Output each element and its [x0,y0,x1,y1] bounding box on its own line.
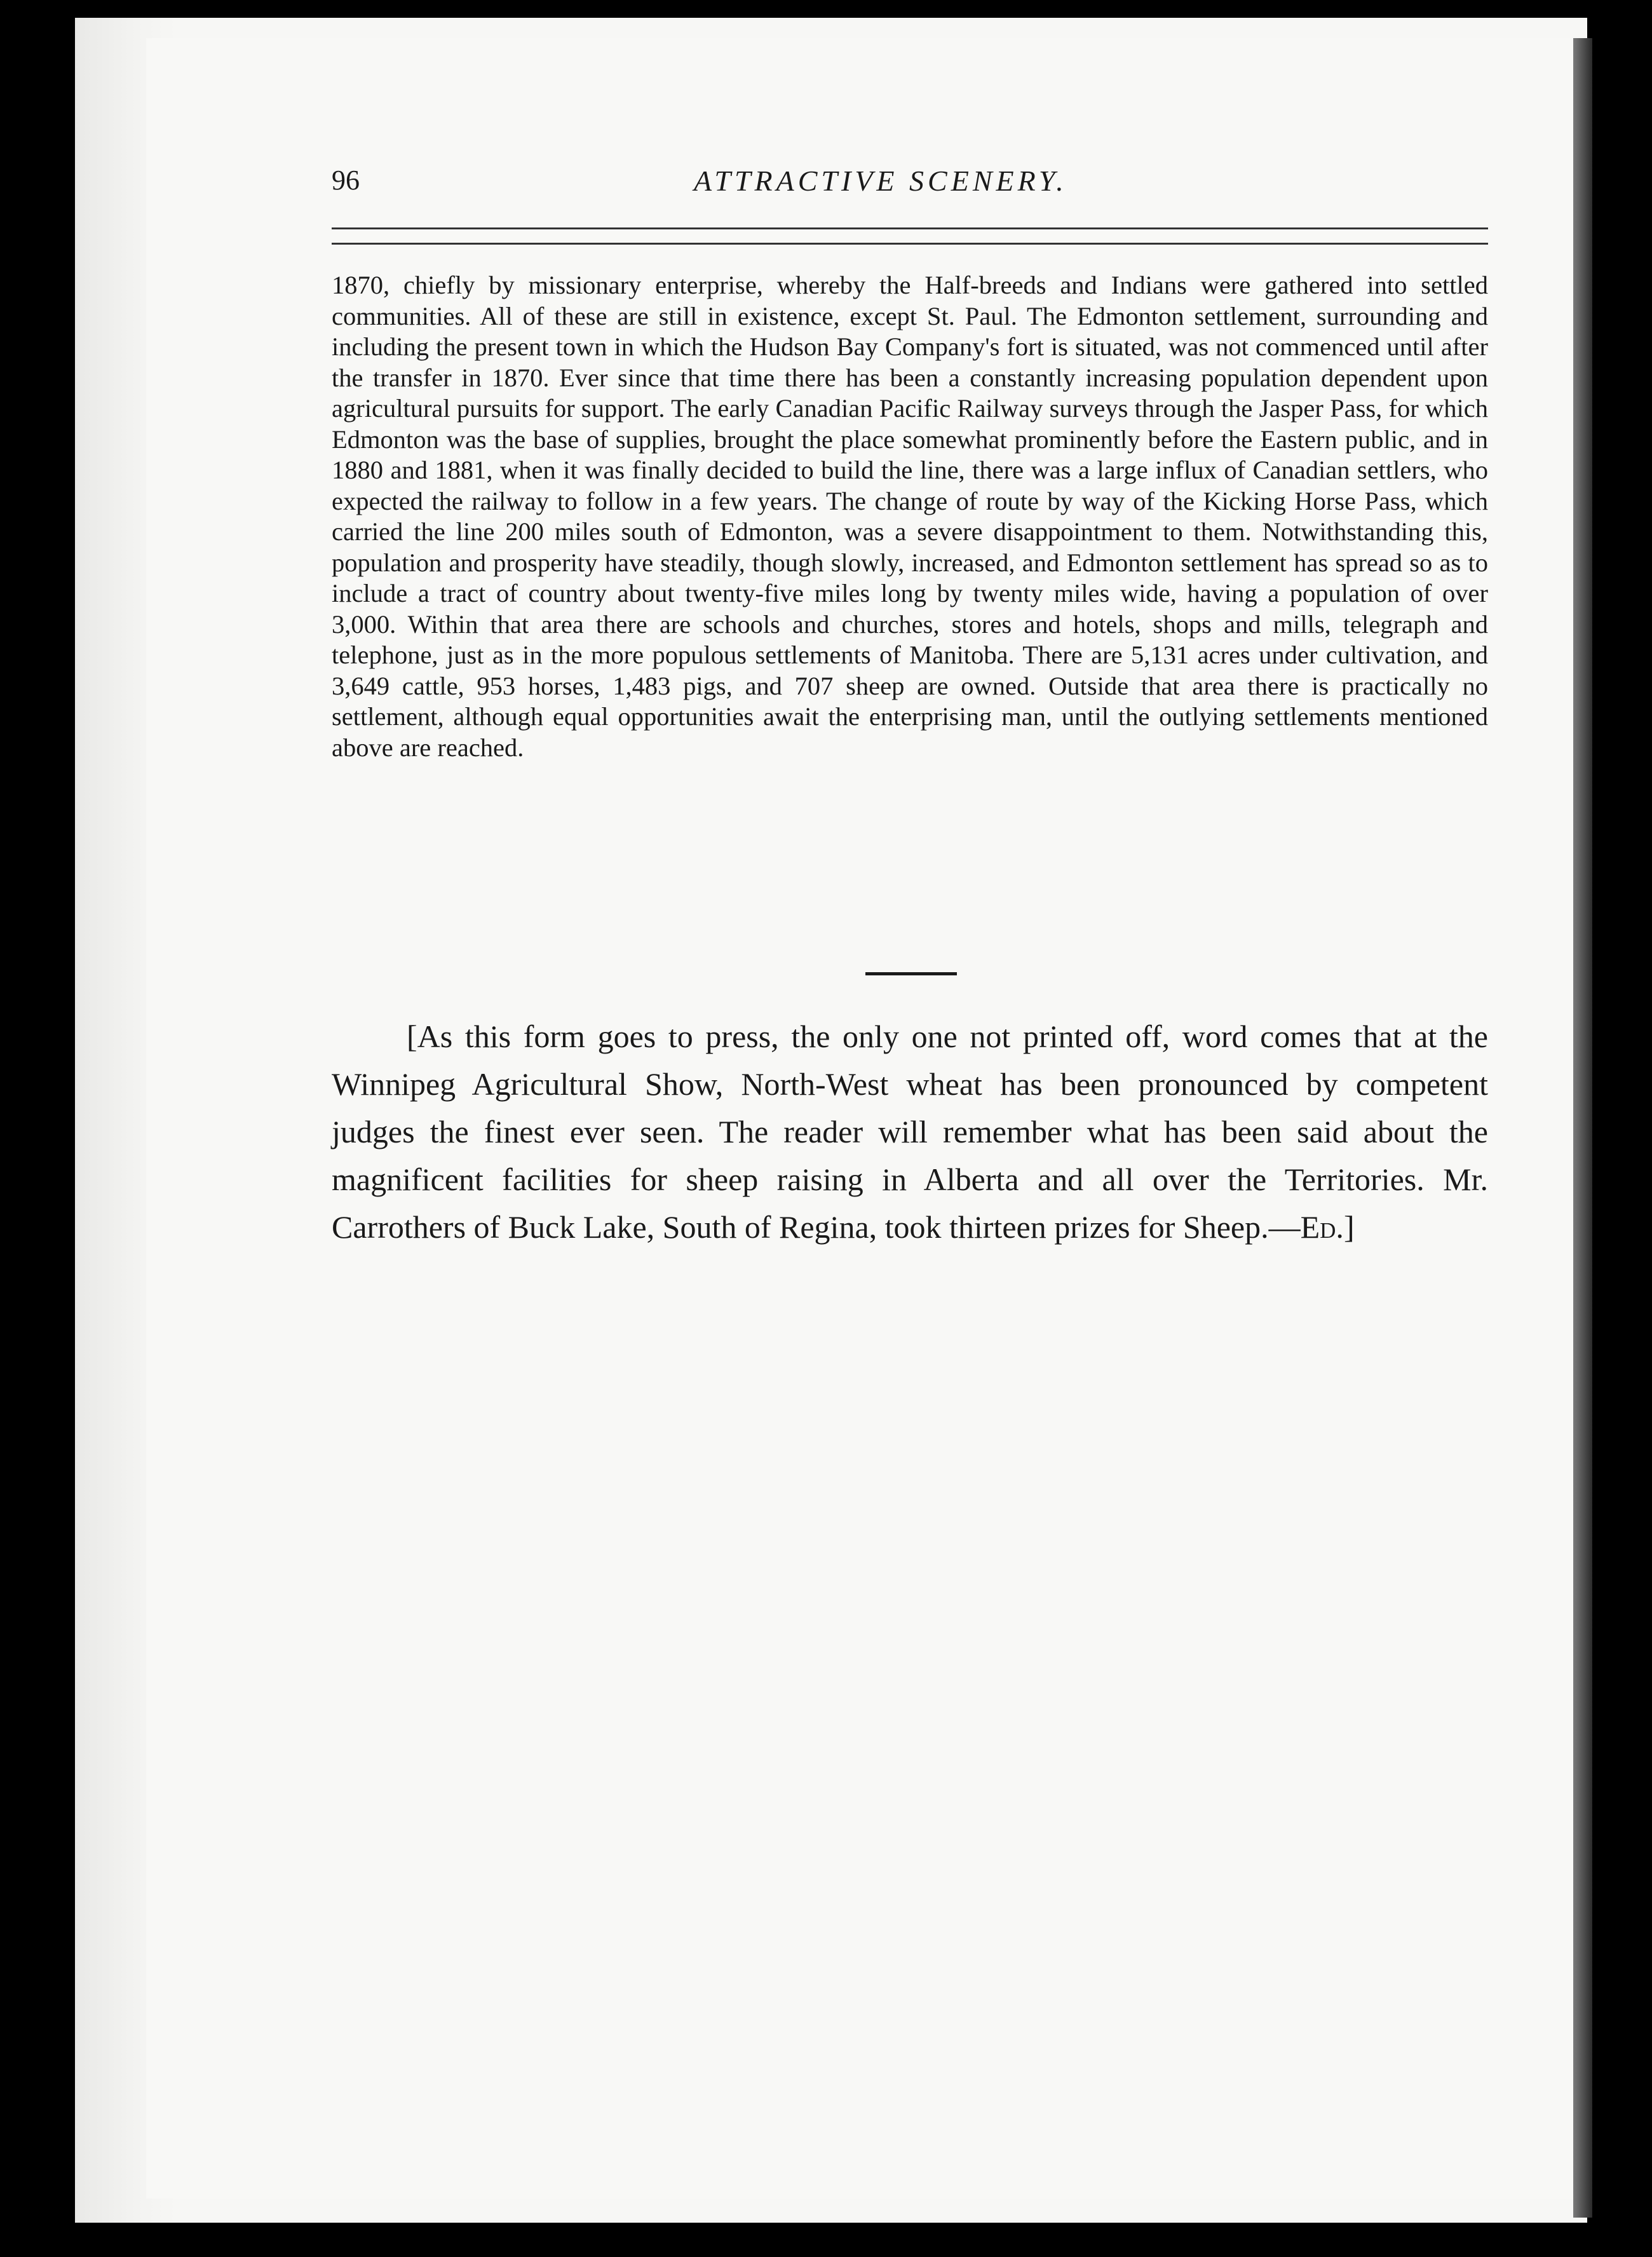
section-divider [865,972,957,975]
editor-note [332,1013,1488,1251]
page-number: 96 [332,165,360,196]
running-head [332,164,1488,208]
body-paragraph: 1870, chiefly by missionary enterprise, whereby the Half-breeds and Indians were gathered into settled communities. All of these are still in existence, except St. Paul. The Edmonton settlement, surrounding and including the present town in which the Hudson Bay Company's fort is situated, was not commenced until after the transfer in 1870. Ever since that time there has been a constantly increasing population dependent upon agricultural pursuits for support. The early Canadian Pacific Railway surveys through the Jasper Pass, for which Edmonton was the base of supplies, brought the place somewhat prominently before the Eastern public, and in 1880 and 1881, when it was finally decided to build the line, there was a large influx of Canadian settlers, who expected the railway to follow in a few years. The change of route by way of the Kicking Horse Pass, which carried the line 200 miles south of Edmonton, was a severe disappointment to them. Notwithstanding this, population and prosperity have steadily, though slowly, increased, and Edmonton settlement has spread so as to include a tract of country about twenty-five miles long by twenty miles wide, having a population of over 3,000. Within that area there are schools and churches, stores and hotels, shops and mills, telegraph and telephone, just as in the more populous settlements of Manitoba. There are 5,131 acres under cultivation, and 3,649 cattle, 953 horses, 1,483 pigs, and 707 sheep are owned. Outside that area there is practically no settlement, although equal opportunities await the enterprising man, until the outlying settlements mentioned above are reached. [332,271,1488,762]
editor-note-close: ] [1343,1209,1355,1245]
book-spine-edge [1573,38,1592,2218]
header-rule [332,227,1488,245]
editor-signature: Ed. [1300,1209,1344,1245]
header-rule-bottom [332,243,1488,245]
editor-note-text: [As this form goes to press, the only one not printed off, word comes that at the Winnipeg Agricultural Show, North-West wheat has been pronounced by competent judges the finest ever seen. The reader will remember what has been said about the magnificent facilities for sheep raising in Alberta and all over the Territories. Mr. Carrothers of Buck Lake, South of Regina, took thirteen prizes for Sheep.— [332,1019,1488,1245]
header-rule-top [332,227,1488,229]
running-head-title: ATTRACTIVE SCENERY. [694,165,1067,197]
